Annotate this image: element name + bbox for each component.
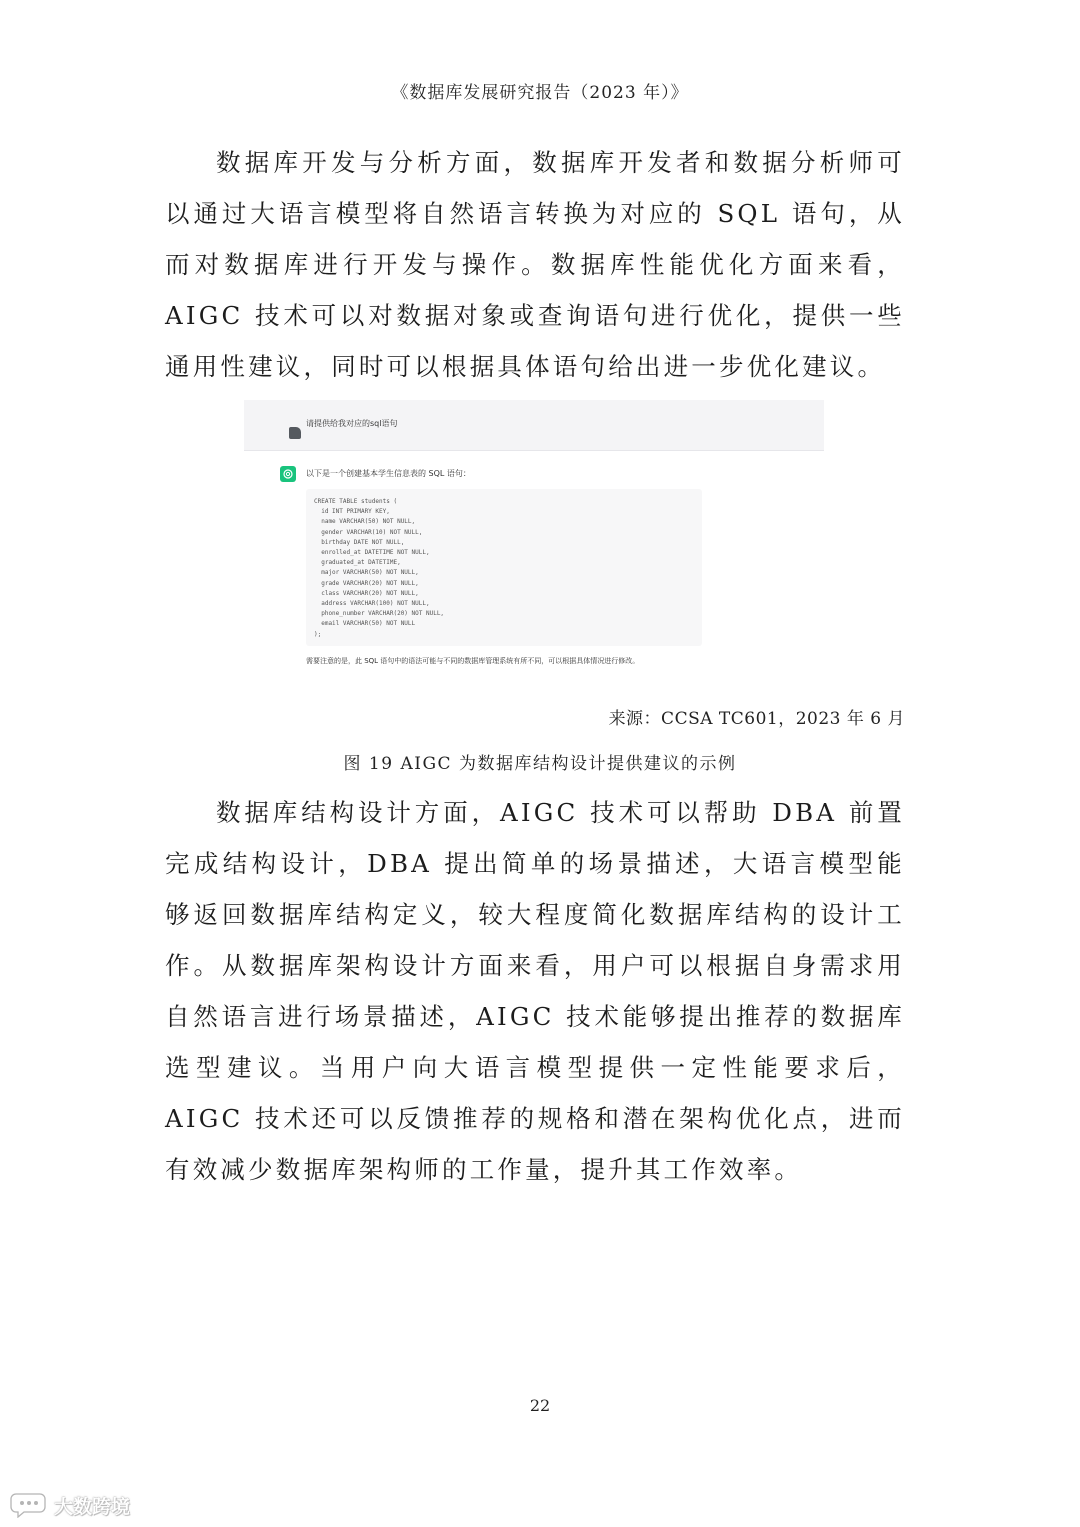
sql-code-lines [314, 497, 444, 640]
sql-code-line: gender VARCHAR(10) NOT NULL, [314, 528, 423, 536]
sql-code-line: grade VARCHAR(20) NOT NULL, [314, 579, 419, 587]
sql-code-block [306, 489, 702, 646]
sql-code-line: phone_number VARCHAR(20) NOT NULL, [314, 610, 445, 618]
sql-code-line: class VARCHAR(20) NOT NULL, [314, 589, 419, 597]
sql-code-line: ); [314, 630, 322, 638]
paragraph-structure-design: 数据库结构设计方面，AIGC 技术可以帮助 DBA 前置完成结构设计，DBA 提出简单的场景描述，大语言模型能够返回数据库结构定义，较大程度简化数据库结构的设计工作。从数据库架构设计方面来看，用户可以根据自身需求用自然语言进行场景描述，AIGC 技术能够提出推荐的数据库选型建议。当用户向大语言模型提供一定性能要求后，AIGC 技术还可以反馈推荐的规格和潜在架构优化点，进而有效减少数据库架构师的工作量，提升其工作效率。 [165, 798, 905, 1184]
user-prompt-text: 请提供给我对应的sql语句 [306, 419, 398, 428]
sql-code-line: graduated_at DATETIME, [314, 559, 401, 567]
watermark-text: 大数跨境 [54, 1496, 131, 1518]
page-header: 《数据库发展研究报告（2023 年）》 [391, 83, 689, 103]
sql-code-line: id INT PRIMARY KEY, [314, 508, 390, 516]
watermark [10, 1490, 150, 1518]
page-number: 22 [529, 1396, 551, 1415]
paragraph-development: 数据库开发与分析方面，数据库开发者和数据分析师可以通过大语言模型将自然语言转换为对应的 SQL 语句，从而对数据库进行开发与操作。数据库性能优化方面来看，AIGC 技术可以对数据对象或查询语句进行优化，提供一些通用性建议，同时可以根据具体语句给出进一步优化建议。 [165, 148, 905, 381]
sql-code-line: name VARCHAR(50) NOT NULL, [314, 518, 416, 526]
sql-code-line: CREATE TABLE students ( [314, 498, 398, 505]
speech-bubble-logo-icon [10, 1490, 50, 1518]
figure-source: 来源：CCSA TC601，2023 年 6 月 [608, 709, 905, 729]
sql-code-line: enrolled_at DATETIME NOT NULL, [314, 549, 430, 557]
answer-intro-text: 以下是一个创建基本学生信息表的 SQL 语句： [306, 469, 471, 478]
answer-note-text: 需要注意的是，此 SQL 语句中的语法可能与不同的数据库管理系统有所不同，可以根据具体情况进行修改。 [306, 657, 640, 665]
figure-caption: 图 19 AIGC 为数据库结构设计提供建议的示例 [343, 754, 737, 774]
sql-code-line: address VARCHAR(100) NOT NULL, [314, 600, 430, 608]
user-prompt-bar [244, 400, 824, 451]
sql-code-line: birthday DATE NOT NULL, [314, 538, 405, 546]
ai-logo-icon [280, 466, 296, 482]
user-avatar-icon [289, 427, 301, 439]
chat-screenshot-figure [244, 400, 824, 680]
sql-code-line: major VARCHAR(50) NOT NULL, [314, 569, 419, 577]
sql-code-line: email VARCHAR(50) NOT NULL [314, 620, 416, 628]
